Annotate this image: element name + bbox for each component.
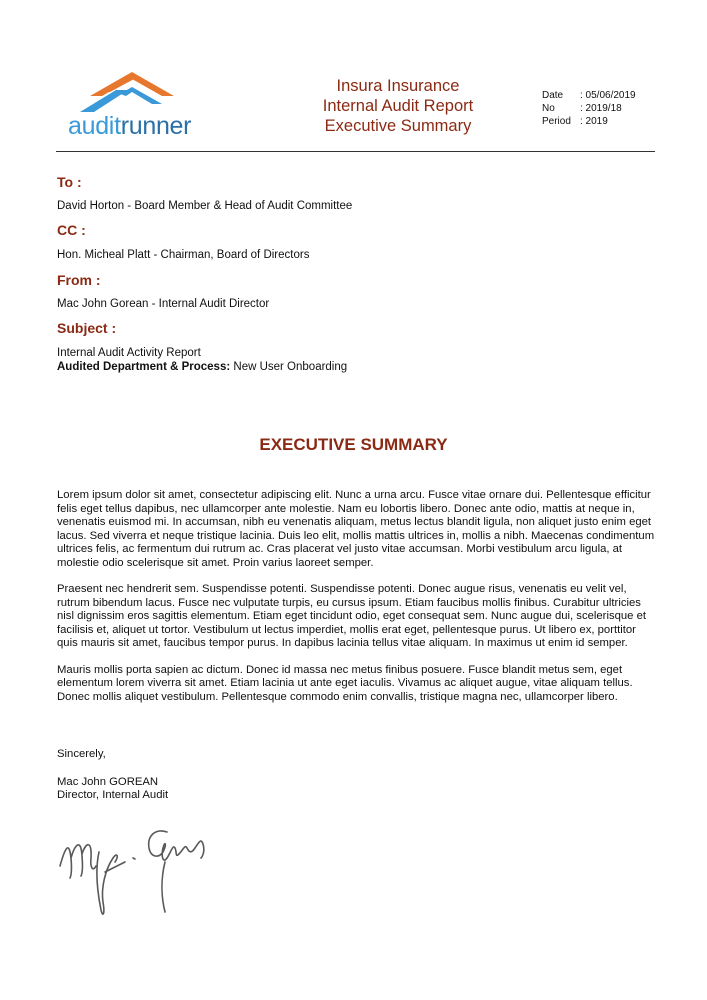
report-meta [542,89,636,128]
audited-department-value: New User Onboarding [230,361,348,373]
header-divider [56,151,655,152]
signer-role: Director, Internal Audit [57,789,169,801]
summary-paragraph: Praesent nec hendrerit sem. Suspendisse potenti. Suspendisse potenti. Donec augue risus, venenatis eu velit vel, rutrum bibendum lacus. Fusce nec vulputate turpis, eu cursus ipsum. Etiam faucibus mollis finibus. Curabitur ultricies nisl dignissim eros sagittis elementum. Etiam eget tincidunt odio, eget consequat sem. Nunc augue dui, scelerisque et facilisis et, aliquet ut tortor. Vestibulum ut lectus imperdiet, mollis erat eget, pellentesque purus. Ut libero ex, porttitor quis mauris sit amet, faucibus tempor purus. In dapibus lacinia tellus vitae aliquam. In maximus ut enim id semper. [57,583,647,649]
auditrunner-logo [66,72,241,142]
subject-line: Internal Audit Activity Report [57,347,201,359]
document-header [0,0,707,155]
summary-body [57,489,655,717]
meta-number: No : 2019/18 [542,103,622,114]
signer-name: Mac John GOREAN [57,775,159,788]
executive-summary-heading: EXECUTIVE SUMMARY [259,435,448,454]
handwritten-signature [55,818,225,928]
audited-department-line [57,361,347,373]
logo-wordmark: auditrunner [68,112,192,140]
to-label: To : [57,174,82,190]
cc-value: Hon. Micheal Platt - Chairman, Board of Directors [57,249,310,261]
report-title-block [288,76,508,136]
meta-period: Period : 2019 [542,116,608,127]
audited-department-label: Audited Department & Process: [57,361,231,373]
summary-paragraph: Lorem ipsum dolor sit amet, consectetur adipiscing elit. Nunc a urna arcu. Fusce vitae ornare dui. Pellentesque efficitur felis eget tellus dapibus, nec ullamcorper ante molestie. Nam eu lobortis libero. Donec ante odio, mattis at neque in, venenatis euismod mi. In accumsan, nibh eu venenatis aliquam, metus lectus blandit ligula, non aliquet justo enim eget lacus. Sed viverra et neque tristique lacinia. Duis leo elit, mollis mattis ultrices in, mollis a nibh. Maecenas condimentum ultrices felis, ac fermentum dui rutrum ac. Cras placerat vel justo vitae accumsan. Morbi vestibulum arcu ligula, at molestie odio scelerisque sit amet. Proin varius laoreet semper. [57,489,655,569]
report-subtitle: Executive Summary [324,117,472,135]
salutation: Sincerely, [57,748,106,760]
report-name: Internal Audit Report [322,97,474,115]
summary-paragraph: Mauris mollis porta sapien ac dictum. Donec id massa nec metus finibus posuere. Fusce blandit metus sem, eget elementum lorem viverra sit amet. Etiam lacinia ut ante eget iaculis. Vivamus ac aliquet augue, vitae aliquam tellus. Donec mollis aliquet vestibulum. Pellentesque commodo enim convallis, tristique magna nec, ullamcorper libero. [57,663,633,703]
logo-roof-icon [80,72,190,114]
from-label: From : [57,272,101,288]
from-value: Mac John Gorean - Internal Audit Director [57,298,270,310]
subject-label: Subject : [57,320,117,336]
cc-label: CC : [57,222,86,238]
meta-date: Date : 05/06/2019 [542,90,636,101]
closing-block [57,748,168,803]
company-name: Insura Insurance [336,77,460,95]
to-value: David Horton - Board Member & Head of Audit Committee [57,200,353,212]
